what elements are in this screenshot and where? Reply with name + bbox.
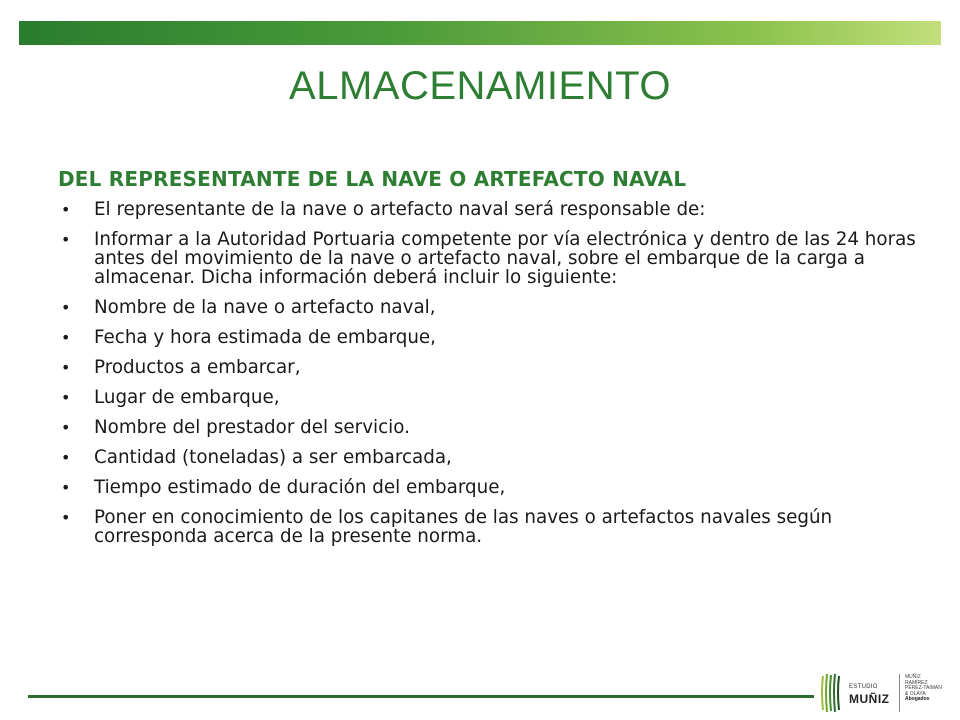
bullet-icon: • [61,418,71,437]
section-subheading: DEL REPRESENTANTE DE LA NAVE O ARTEFACTO NAVAL [58,167,687,191]
bullet-list [58,200,918,546]
bullet-text: Nombre de la nave o artefacto naval, [94,297,436,318]
logo-name-text: MUÑIZ [849,692,890,706]
logo-separator [899,674,900,712]
logo-studio-text: ESTUDIO [849,684,878,690]
footer-divider [28,695,814,698]
firm-logo [820,670,950,718]
bullet-text: Lugar de embarque, [94,387,280,408]
logo-partner-name: MUÑIZ [905,674,921,680]
bullet-icon: • [61,508,71,527]
bullet-item [58,448,918,467]
bullet-icon: • [61,388,71,407]
bullet-text: Poner en conocimiento de los capitanes de las naves o artefactos navales según corresponda acerca de la presente norma. [94,507,833,547]
bullet-text: Cantidad (toneladas) a ser embarcada, [94,447,452,468]
logo-mark-icon [820,670,846,714]
bullet-item [58,508,918,546]
bullet-item [58,418,918,437]
bullet-text: El representante de la nave o artefacto naval será responsable de: [94,199,706,220]
bullet-text: Productos a embarcar, [94,357,301,378]
bullet-item [58,358,918,377]
bullet-icon: • [61,298,71,317]
bullet-text: Fecha y hora estimada de embarque, [94,327,436,348]
slide-content [58,167,918,557]
bullet-item [58,298,918,317]
slide-title: ALMACENAMIENTO [289,64,671,108]
bullet-icon: • [61,230,71,249]
bullet-item [58,230,918,287]
logo-partner-name: RAMÍREZ [905,679,928,686]
logo-partners [905,675,942,703]
bullet-text: Tiempo estimado de duración del embarque, [94,477,506,498]
logo-tagline: Abogados [905,696,930,702]
bullet-icon: • [61,448,71,467]
bullet-icon: • [61,478,71,497]
bullet-icon: • [61,200,71,219]
bullet-item [58,200,918,219]
bullet-text: Informar a la Autoridad Portuaria competente por vía electrónica y dentro de las 24 horas antes del movimiento de la nave o artefacto naval, sobre el embarque de la carga a almacenar. Dicha información deberá incluir lo siguiente: [94,229,916,288]
bullet-item [58,388,918,407]
bullet-icon: • [61,358,71,377]
header-gradient-bar [19,21,941,45]
bullet-text: Nombre del prestador del servicio. [94,417,410,438]
logo-partner-name: & OLAYA [905,690,926,697]
bullet-icon: • [61,328,71,347]
bullet-item [58,328,918,347]
logo-partner-name: PÉREZ-TAIMAN [905,685,942,691]
bullet-item [58,478,918,497]
